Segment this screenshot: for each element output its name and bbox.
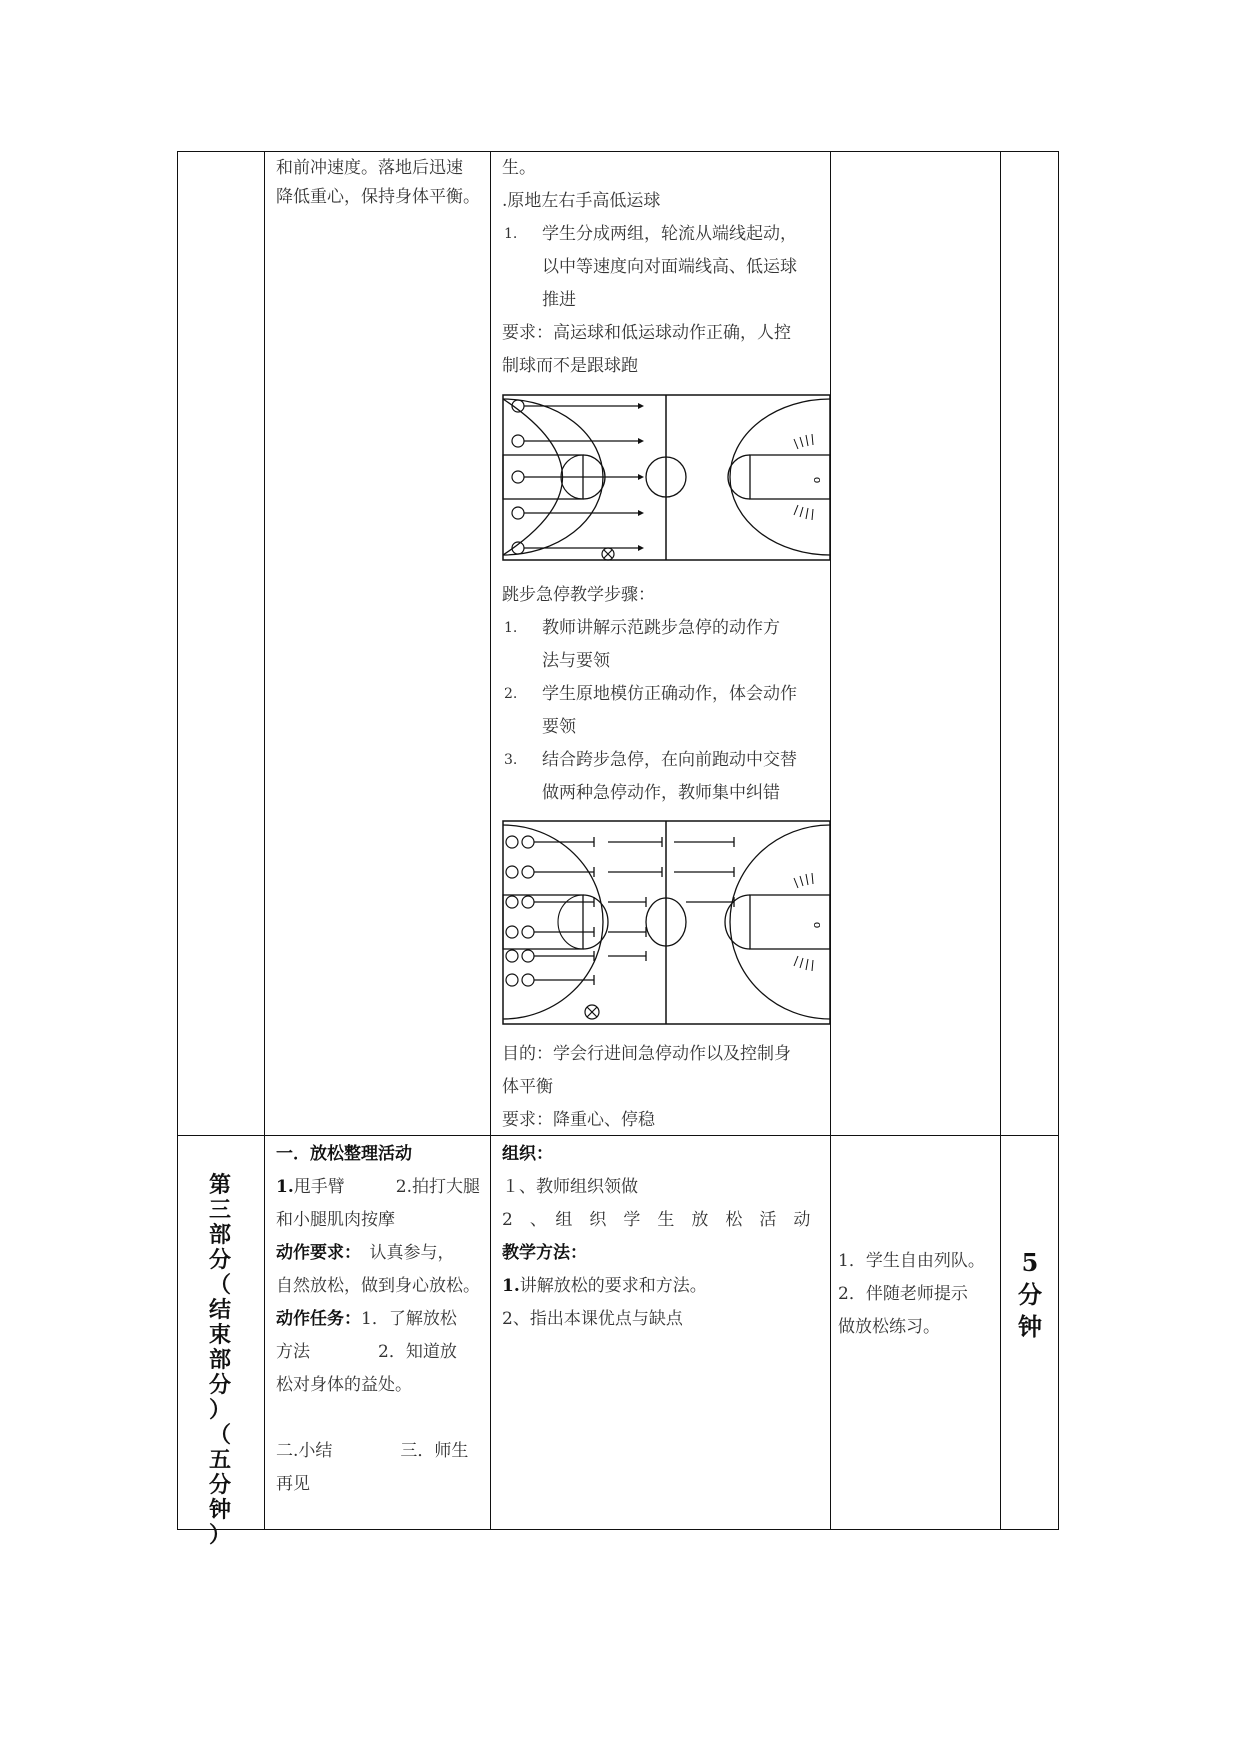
list-item: 3. 结合跨步急停，在向前跑动中交替 做两种急停动作，教师集中纠错 <box>504 750 797 803</box>
row1-col3-steps: 跳步急停教学步骤： 1. 教师讲解示范跳步急停的动作方 法与要领 2. 学生原地模仿正确动作，体会动作 要领 3. 结合跨步急停，在向前跑动中交替 做两种急停动作，教师集中纠错 <box>502 581 827 808</box>
row2-col2-text: 一．放松整理活动 1.甩手臂 2.拍打大腿 和小腿肌肉按摩 动作要求： 认真参与， 自然放松，做到身心放松。 动作任务：1．了解放松 方法 2．知道放 松对身体的益处。 二.小结 三．师生 再见 <box>276 1144 480 1494</box>
text-line: .原地左右手高低运球 <box>502 191 661 211</box>
row-divider <box>178 1135 1058 1136</box>
list-item: 2. 学生原地模仿正确动作，体会动作 要领 <box>504 684 797 737</box>
text-line: 生。 <box>502 158 536 178</box>
row1-col2-text: 和前冲速度。落地后迅速 降低重心，保持身体平衡。 <box>276 158 480 207</box>
duration-label: 5 分 钟 <box>1018 1248 1042 1341</box>
svg-text:o: o <box>811 477 823 484</box>
list-item: 1. 学生分成两组，轮流从端线起动， 以中等速度向对面端线高、低运球 推进 <box>504 224 797 310</box>
row1-col3-bottom: 目的：学会行进间急停动作以及控制身 体平衡 要求：降重心、停稳 <box>502 1044 791 1130</box>
part-label: 第 三 部 分 （ 结 束 部 分 ） （ 五 分 钟 ） <box>208 1172 231 1548</box>
svg-text:o: o <box>811 922 823 929</box>
row2-col4-text: 1．学生自由列队。 2．伴随老师提示 做放松练习。 <box>838 1251 985 1337</box>
court-diagram-jump-stop <box>502 820 832 1026</box>
court-diagram-dribbling <box>502 394 832 562</box>
row1-col3-top: 生。 .原地左右手高低运球 1. 学生分成两组，轮流从端线起动， 以中等速度向对面端线高、低运球 推进 要求：高运球和低运球动作正确，人控 制球而不是跟球跑 <box>502 154 827 381</box>
list-item: 1. 教师讲解示范跳步急停的动作方 法与要领 <box>504 618 780 671</box>
row2-col3-text: 组织： １、教师组织领做 2 、 组 织 学 生 放 松 活 动 教学方法： 1.讲解放松的要求和方法。 2、指出本课优点与缺点 <box>502 1144 811 1329</box>
